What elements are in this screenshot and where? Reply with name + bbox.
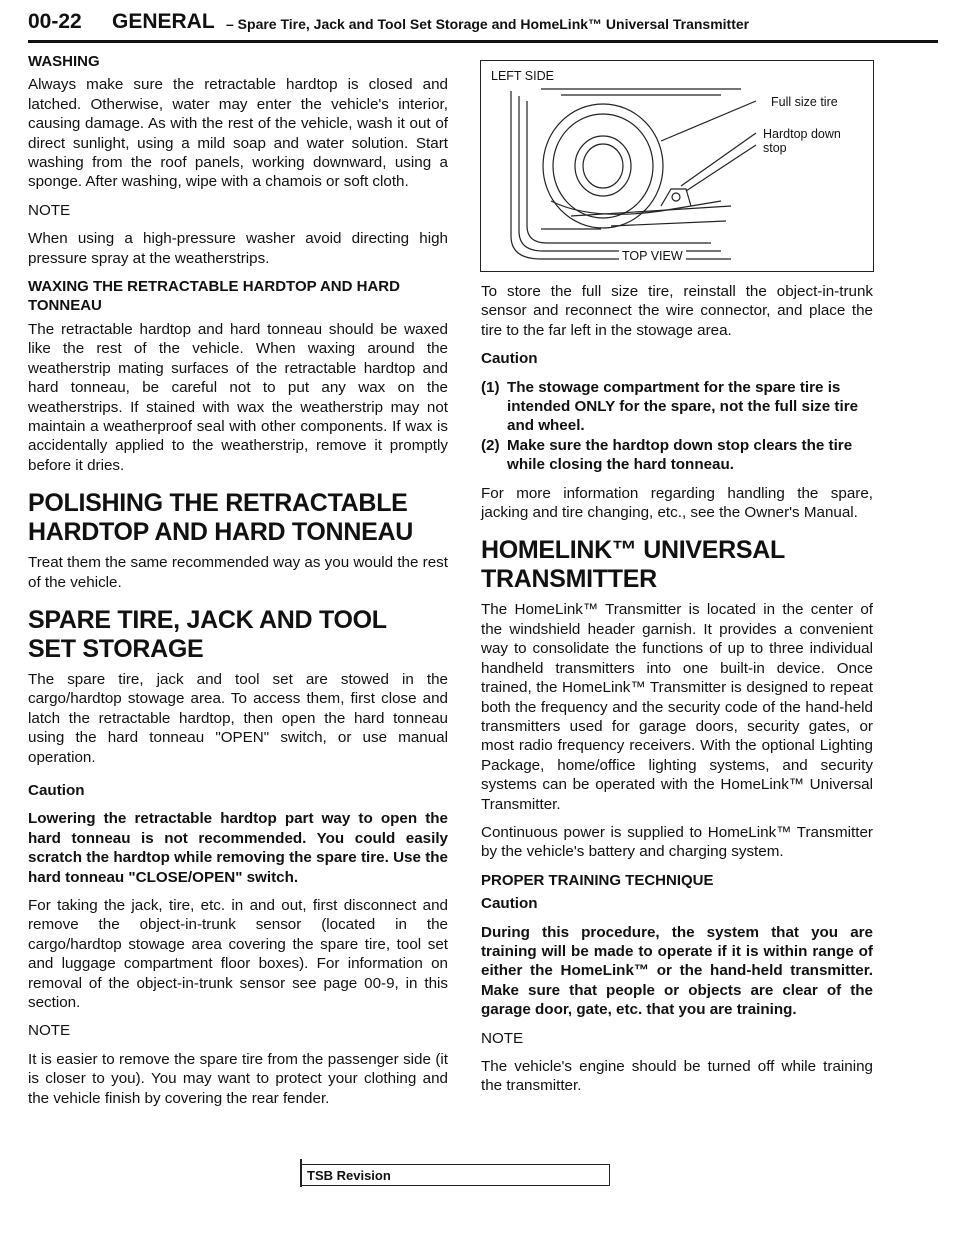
caution-text-3: During this procedure, the system that you are training will be made to operate if it is within range of either the HomeLink™ or the hand-held transmitter. Make sure that people or objects are clear of the garage door, gate, etc. that you are training.: [481, 923, 873, 1019]
page-number: 00-22: [28, 10, 82, 33]
note-label: NOTE: [28, 201, 71, 219]
polishing-heading: [28, 489, 448, 547]
polishing-heading-line1: POLISHING THE RETRACTABLE: [28, 489, 408, 518]
spare-tire-figure: [480, 60, 874, 272]
waxing-heading: WAXING THE RETRACTABLE HARDTOP AND HARD TONNEAU: [28, 278, 400, 315]
caution-item: [481, 436, 873, 475]
note-text: When using a high-pressure washer avoid directing high pressure spray at the weatherstrips.: [28, 230, 448, 267]
note-text-2: It is easier to remove the spare tire from the passenger side (it is closer to you). You may want to protect your clothing and the vehicle finish by covering the rear fender.: [28, 1050, 448, 1107]
full-size-tire-label: Full size tire: [771, 95, 838, 109]
more-info-paragraph: For more information regarding handling the spare, jacking and tire changing, etc., see the Owner's Manual.: [481, 484, 873, 522]
spare-heading-line1: SPARE TIRE, JACK AND TOOL: [28, 605, 387, 634]
note-text-3: The vehicle's engine should be turned off while training the transmitter.: [481, 1058, 873, 1095]
caution-label-3: Caution: [481, 895, 538, 913]
caution-item-text: Make sure the hardtop down stop clears the tire while closing the hard tonneau.: [507, 436, 853, 474]
caution-item-number: (2): [481, 436, 500, 454]
polishing-paragraph: Treat them the same recommended way as you would the rest of the vehicle.: [28, 554, 448, 591]
homelink-heading-line1: HOMELINK™ UNIVERSAL: [481, 536, 786, 565]
caution-item-number: (1): [481, 378, 500, 396]
spare-tire-heading: [28, 606, 448, 664]
homelink-paragraph: The HomeLink™ Transmitter is located in the center of the windshield header garnish. It provides a convenient way to consolidate the functions of up to three individual handheld transmitters into one built-in device. Once trained, the HomeLink™ Transmitter is designed to repeat both the frequency and the security code of the hand-held transmitters used for garage doors, security gates, or most radio frequency receivers. With the optional Lighting Package, home/office lighting systems, and security systems can be operated with the HomeLink™ Universal Transmitter.: [481, 601, 873, 813]
polishing-heading-line2: HARDTOP AND HARD TONNEAU: [28, 518, 413, 547]
caution-item: [481, 378, 873, 436]
hardtop-down-label-2: stop: [763, 141, 787, 155]
homelink-heading-line2: TRANSMITTER: [481, 565, 657, 594]
hardtop-down-label-1: Hardtop down: [763, 127, 841, 141]
right-column: [481, 282, 873, 1105]
spare-tire-paragraph: The spare tire, jack and tool set are stowed in the cargo/hardtop stowage area. To access them, first close and latch the retractable hardtop, then open the hard tonneau using the hard tonneau "OPEN" switch, or use manual operation.: [28, 670, 448, 766]
left-column: [28, 52, 448, 1117]
jack-paragraph: For taking the jack, tire, etc. in and out, first disconnect and remove the object-in-trunk sensor (located in the cargo/hardtop stowage area covering the spare tire, tool set and luggage compartment floor boxes). For information on removal of the object-in-trunk sensor see page 00-9, in this section.: [28, 897, 448, 1012]
note-label-3: NOTE: [481, 1029, 524, 1047]
homelink-heading: [481, 536, 873, 594]
header-rule: [28, 40, 938, 43]
spare-tire-illustration: [481, 61, 873, 271]
washing-paragraph: Always make sure the retractable hardtop is closed and latched. Otherwise, water may enter the vehicle's interior, causing damage. As with the rest of the vehicle, wash it out of direct sunlight, using a mild soap and water solution. Start washing from the roof panels, working downward, using a sponge. After washing, wipe with a chamois or soft cloth.: [28, 76, 448, 191]
washing-heading: WASHING: [28, 53, 100, 70]
tsb-revision-box: [300, 1164, 610, 1186]
caution-item-text: The stowage compartment for the spare tire is intended ONLY for the spare, not the full size tire and wheel.: [507, 378, 859, 435]
tsb-revision-label: TSB Revision: [307, 1168, 391, 1183]
training-heading: PROPER TRAINING TECHNIQUE: [481, 871, 714, 889]
waxing-paragraph: The retractable hardtop and hard tonneau should be waxed like the rest of the vehicle. When waxing around the weatherstrip mating surfaces of the retractable hardtop and hard tonneau, be careful not to put any wax on the weatherstrips. If stained with wax the weatherstrip may not maintain a weatherproof seal with other components. If wax is accidentally applied to the weatherstrip, remove it promptly before it dries.: [28, 320, 448, 474]
note-label-2: NOTE: [28, 1022, 71, 1040]
caution-label-2: Caution: [481, 350, 538, 368]
section-title: GENERAL: [112, 10, 215, 33]
page-header: [28, 8, 938, 42]
spare-heading-line2: SET STORAGE: [28, 634, 204, 663]
caution-label: Caution: [28, 781, 85, 799]
store-paragraph: To store the full size tire, reinstall the object-in-trunk sensor and reconnect the wire connector, and place the tire to the far left in the stowage area.: [481, 283, 873, 339]
section-subtitle: – Spare Tire, Jack and Tool Set Storage and HomeLink™ Universal Transmitter: [226, 16, 750, 32]
left-side-label: LEFT SIDE: [491, 69, 554, 83]
power-paragraph: Continuous power is supplied to HomeLink™ Transmitter by the vehicle's battery and charging system.: [481, 823, 873, 861]
caution-text: Lowering the retractable hardtop part way to open the hard tonneau is not recommended. You could easily scratch the hardtop while removing the spare tire. Use the hard tonneau "CLOSE/OPEN" switch.: [28, 810, 448, 886]
top-view-label: TOP VIEW: [619, 249, 686, 263]
caution-list: [481, 378, 873, 475]
